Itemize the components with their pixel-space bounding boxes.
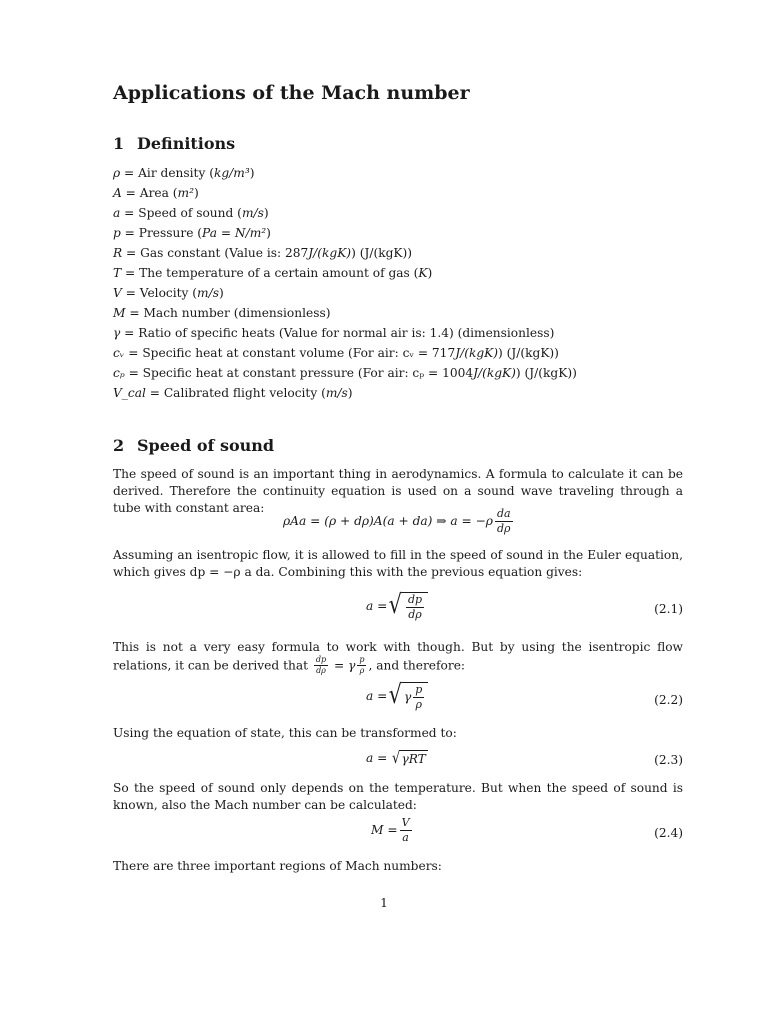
section-number: 1: [113, 134, 125, 153]
equation-lhs: a =: [366, 751, 388, 765]
definition-item: p = Pressure (Pa = N/m²): [113, 226, 271, 240]
equation-number: (2.1): [654, 602, 683, 616]
fraction: $\frac{da}{d\rho}$: [496, 507, 511, 535]
section-title: Definitions: [137, 134, 236, 153]
document-title: Applications of the Mach number: [113, 82, 470, 104]
square-root: √ γ $\frac{p}{\rho}$: [387, 682, 428, 710]
definition-item: γ = Ratio of specific heats (Value for normal air is: 1.4) (dimensionless): [113, 326, 555, 340]
inline-fraction: $\frac{p}{\rho}$: [359, 655, 365, 676]
section-heading-speed-of-sound: [113, 436, 274, 455]
equation-lhs: a =: [366, 689, 388, 704]
equation-number: (2.3): [654, 753, 683, 767]
paragraph-isentropic: This is not a very easy formula to work with though. But by using the isentropic flow relations, it can be derived that $\frac{dp}{d\rho}$ = γ $\frac{p}{\rho}$ , and therefore:: [113, 640, 683, 676]
fraction: $\frac{V}{a}$: [401, 816, 410, 844]
paragraph-mach: So the speed of sound only depends on the temperature. But when the speed of sound is known, also the Mach number can be calculated:: [113, 781, 683, 812]
equation-2-2: [113, 682, 683, 722]
paragraph-state: Using the equation of state, this can be transformed to:: [113, 726, 457, 740]
definition-item: ρ = Air density (kg/m³): [113, 166, 255, 180]
equation-2-3: [113, 750, 683, 772]
equation-number: (2.4): [654, 826, 683, 840]
page-number: 1: [380, 896, 388, 910]
definition-item: M = Mach number (dimensionless): [113, 306, 331, 320]
section-number: 2: [113, 436, 125, 455]
equation-2-1: [113, 590, 683, 630]
definitions-list: [113, 163, 693, 403]
section-title: Speed of sound: [137, 436, 275, 455]
definition-item: a = Speed of sound (m/s): [113, 206, 269, 220]
square-root: √ γRT: [392, 748, 426, 767]
definition-item: cᵥ = Specific heat at constant volume (For air: cᵥ = 717J/(kgK)) (J/(kgK)): [113, 346, 559, 360]
definition-item: V = Velocity (m/s): [113, 286, 224, 300]
definition-item: T = The temperature of a certain amount of gas (K): [113, 266, 433, 280]
equation-2-4: [113, 817, 683, 851]
definition-item: A = Area (m²): [113, 186, 199, 200]
definition-item: cₚ = Specific heat at constant pressure (For air: cₚ = 1004J/(kgK)) (J/(kgK)): [113, 366, 577, 380]
paragraph-euler: Assuming an isentropic flow, it is allowed to fill in the speed of sound in the Euler equation, which gives dp = −ρ a da. Combining this with the previous equation gives:: [113, 548, 683, 579]
square-root: √ $\frac{dp}{d\rho}$: [387, 592, 428, 620]
equation-number: (2.2): [654, 693, 683, 707]
equation-lhs: a =: [366, 599, 388, 614]
equation-lhs: M =: [371, 823, 398, 838]
paragraph-continuity: The speed of sound is an important thing in aerodynamics. A formula to calculate it can be derived. Therefore the continuity equation is used on a sound wave traveling through a tube with constant area:: [113, 467, 683, 515]
section-heading-definitions: [113, 134, 235, 153]
inline-fraction: $\frac{dp}{d\rho}$: [315, 655, 327, 676]
equation-continuity: [113, 508, 683, 542]
equation-lhs: ρAa = (ρ + dρ)A(a + da) ⇒ a = −ρ: [283, 514, 493, 529]
paragraph-regions: There are three important regions of Mach numbers:: [113, 859, 442, 873]
definition-item: V_cal = Calibrated flight velocity (m/s): [113, 386, 353, 400]
definition-item: R = Gas constant (Value is: 287J/(kgK)) (J/(kgK)): [113, 246, 412, 260]
